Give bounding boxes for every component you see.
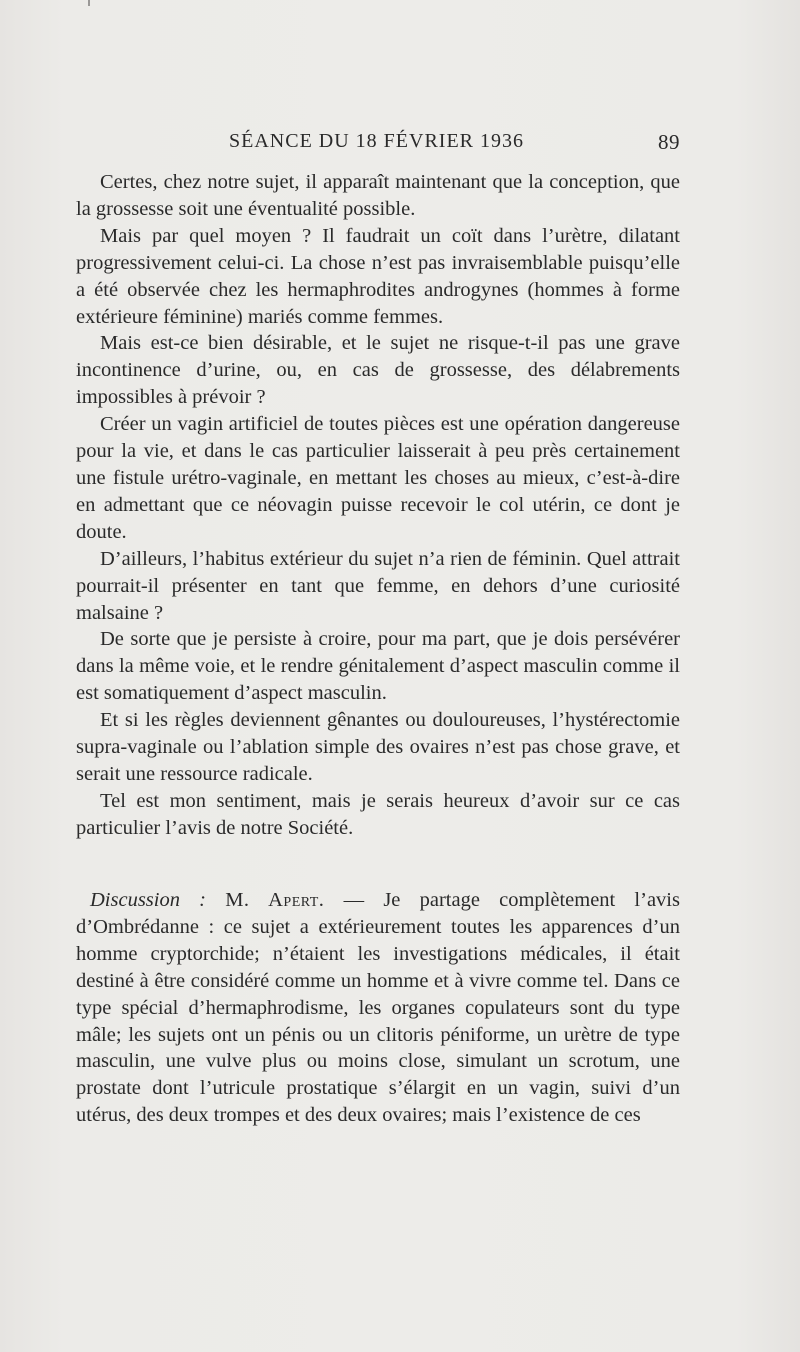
main-text [76, 169, 680, 842]
discussion-section [76, 887, 680, 1129]
paragraph: Créer un vagin artificiel de toutes pièces est une opération dangereuse pour la vie, et dans le cas particulier laisserait à peu près certainement une fistule urétro-vaginale, en mettant les choses au mieux, c’est-à-dire en admettant que ce néovagin puisse recevoir le col utérin, ce dont je doute. [76, 413, 680, 543]
discussion-dash: — [324, 889, 384, 911]
scan-mark [88, 0, 90, 6]
page-number: 89 [658, 130, 680, 154]
paragraph: De sorte que je persiste à croire, pour ma part, que je dois persévérer dans la même voie, et le rendre génitalement d’aspect masculin comme il est somatiquement d’aspect masculin. [76, 628, 680, 705]
discussion-speaker: M. Apert. [225, 889, 325, 911]
paragraph: Mais par quel moyen ? Il faudrait un coït dans l’urètre, dilatant progressivement celui-ci. La chose n’est pas invraisemblable puisqu’elle a été observée chez les hermaphrodites androgynes (hommes à forme extérieure féminine) mariés comme femmes. [76, 224, 680, 328]
paragraph: Mais est-ce bien désirable, et le sujet ne risque-t-il pas une grave incontinence d’urine, ou, en cas de grossesse, des délabrements impossibles à prévoir ? [76, 332, 680, 409]
paragraph: Certes, chez notre sujet, il apparaît maintenant que la conception, que la grossesse soit une éventualité possible. [76, 171, 680, 220]
discussion-text: Je partage complètement l’avis d’Ombrédanne : ce sujet a extérieurement toutes les apparences d’un homme cryptorchide; n’étaient les investigations médicales, il était destiné à être considéré comme un homme et à vivre comme tel. Dans ce type spécial d’hermaphrodisme, les organes copulateurs sont du type mâle; les sujets ont un pénis ou un clitoris péniforme, un urètre de type masculin, une vulve plus ou moins close, simulant un scrotum, une prostate dont l’utricule prostatique s’élargit en un vagin, suivi d’un utérus, des deux trompes et des deux ovaires; mais l’existence de ces [76, 889, 680, 1127]
paragraph: Tel est mon sentiment, mais je serais heureux d’avoir sur ce cas particulier l’avis de notre Société. [76, 789, 680, 839]
discussion-lead: Discussion : [90, 889, 206, 911]
header-title: SÉANCE DU 18 FÉVRIER 1936 [229, 130, 525, 152]
paragraph: Et si les règles deviennent gênantes ou douloureuses, l’hystérectomie supra-vaginale ou l’ablation simple des ovaires n’est pas chose grave, et serait une ressource radicale. [76, 709, 680, 785]
running-header [229, 130, 680, 158]
discussion-paragraph [76, 887, 680, 1129]
paragraph: D’ailleurs, l’habitus extérieur du sujet n’a rien de féminin. Quel attrait pourrait-il présenter en tant que femme, en dehors d’une curiosité malsaine ? [76, 547, 680, 624]
